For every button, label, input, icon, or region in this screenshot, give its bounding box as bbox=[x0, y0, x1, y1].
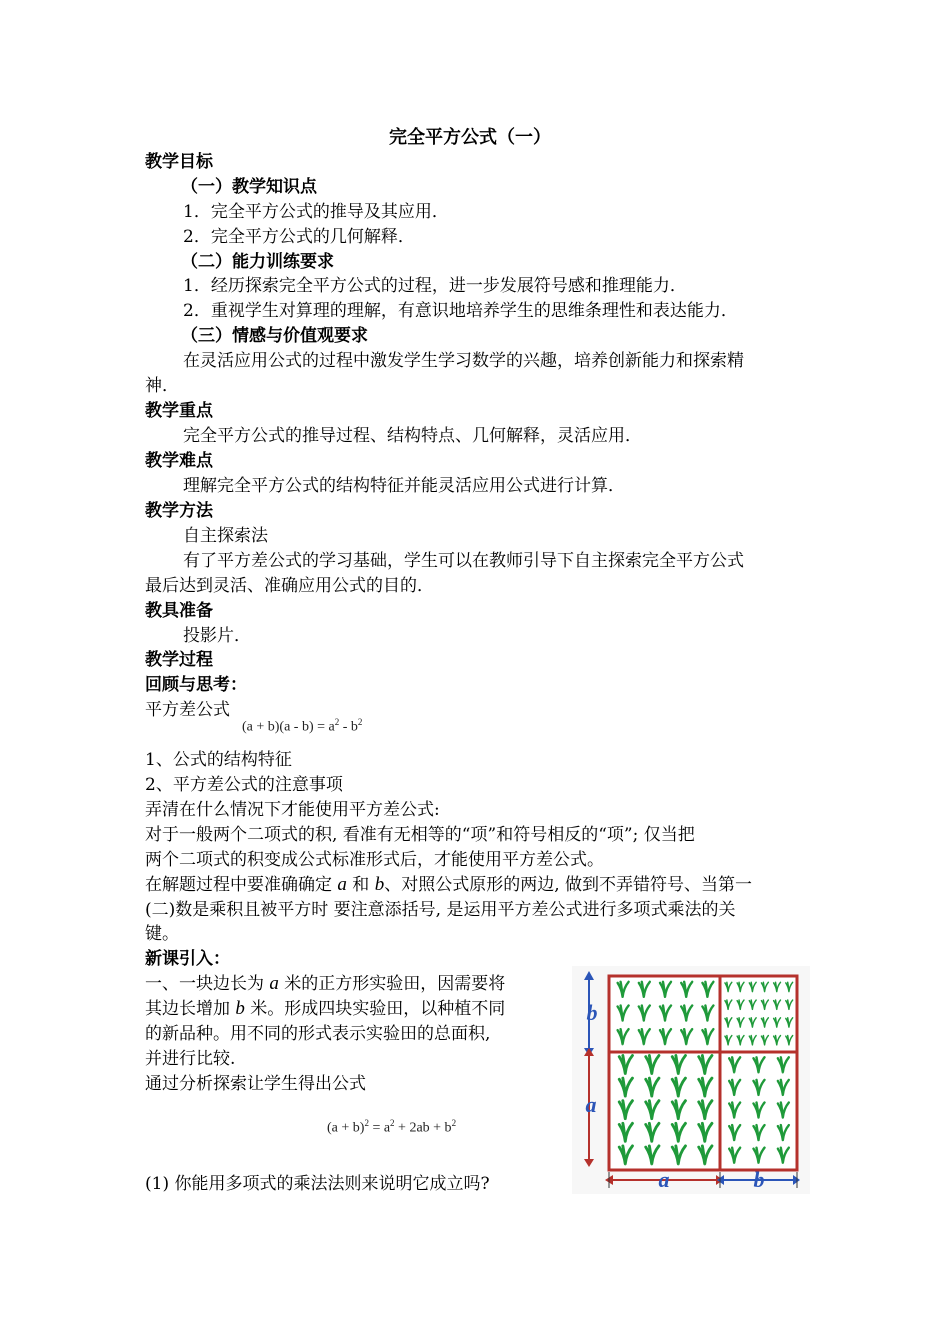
intro-line-1-part-a: 一、一块边长为 bbox=[145, 974, 270, 994]
intro-line-1 bbox=[145, 972, 505, 996]
keypoint-heading: 教学重点 bbox=[145, 401, 213, 421]
emotion-text-line-2: 神． bbox=[145, 376, 179, 396]
difficulty-heading: 教学难点 bbox=[145, 451, 213, 471]
review-line-4: 对于一般两个二项式的积, 看准有无相等的“项”和符号相反的“项”; 仅当把 bbox=[145, 825, 695, 845]
review-line-7: (二)数是乘积且被平方时 要注意添括号, 是运用平方差公式进行多项式乘法的关 bbox=[145, 900, 736, 920]
formula-label: 平方差公式 bbox=[145, 700, 230, 720]
review-line-6-part-b: 和 bbox=[346, 875, 375, 895]
review-line-6 bbox=[145, 873, 752, 897]
formula-eq: = a bbox=[317, 719, 335, 735]
variable-a: a bbox=[337, 874, 347, 895]
method-text-line-1: 有了平方差公式的学习基础，学生可以在教师引导下自主探索完全平方公式 bbox=[183, 551, 744, 571]
intro-line-3: 的新品种。用不同的形式表示实验田的总面积, bbox=[145, 1024, 491, 1044]
ability-item-2: 2．重视学生对算理的理解，有意识地培养学生的思维条理性和表达能力． bbox=[183, 301, 738, 321]
difference-of-squares-formula bbox=[242, 710, 362, 740]
goals-heading: 教学目标 bbox=[145, 152, 213, 172]
label-b-vertical: b bbox=[586, 1000, 598, 1025]
intro-line-4: 并进行比较. bbox=[145, 1049, 236, 1069]
exponent: 2 bbox=[364, 1118, 369, 1128]
field-outline bbox=[609, 976, 797, 1170]
method-text-line-2: 最后达到灵活、准确应用公式的目的． bbox=[145, 576, 434, 596]
intro-line-2-part-a: 其边长增加 bbox=[145, 999, 236, 1019]
review-item-2: 2、平方差公式的注意事项 bbox=[145, 775, 343, 795]
intro-line-1-part-b: 米的正方形实验田，因需要将 bbox=[278, 974, 506, 994]
review-line-8: 键。 bbox=[145, 924, 179, 944]
tools-text: 投影片． bbox=[183, 626, 251, 646]
process-heading: 教学过程 bbox=[145, 650, 213, 670]
label-b-horizontal: b bbox=[753, 1167, 765, 1192]
review-heading: 回顾与思考： bbox=[145, 675, 247, 695]
method-name: 自主探索法 bbox=[183, 526, 268, 546]
review-line-6-part-a: 在解题过程中要准确确定 bbox=[145, 875, 338, 895]
exponent: 2 bbox=[334, 717, 340, 727]
knowledge-heading: （一）教学知识点 bbox=[181, 177, 317, 197]
tools-heading: 教具准备 bbox=[145, 601, 213, 621]
formula-left: (a + b)(a - b) bbox=[242, 719, 314, 735]
difficulty-text: 理解完全平方公式的结构特征并能灵活应用公式进行计算． bbox=[183, 476, 625, 496]
intro-line-5: 通过分析探索让学生得出公式 bbox=[145, 1074, 366, 1094]
perfect-square-formula bbox=[327, 1111, 456, 1141]
formula-rhs-1: = a bbox=[368, 1120, 391, 1136]
review-line-6-part-c: 、对照公式原形的两边, 做到不弄错符号、当第一 bbox=[384, 875, 753, 895]
exponent: 2 bbox=[390, 1118, 395, 1128]
keypoint-text: 完全平方公式的推导过程、结构特点、几何解释，灵活应用． bbox=[183, 426, 642, 446]
field-area-diagram bbox=[572, 966, 810, 1194]
question-1: (1) 你能用多项式的乘法法则来说明它成立吗? bbox=[145, 1174, 490, 1194]
review-item-1: 1、公式的结构特征 bbox=[145, 750, 292, 770]
emotion-heading: （三）情感与价值观要求 bbox=[181, 326, 368, 346]
exponent: 2 bbox=[451, 1118, 457, 1128]
method-heading: 教学方法 bbox=[145, 501, 213, 521]
variable-b: b bbox=[235, 998, 245, 1019]
intro-line-2-part-b: 米。形成四块实验田，以种植不同 bbox=[244, 999, 506, 1019]
intro-line-2 bbox=[145, 997, 505, 1021]
ability-item-1: 1．经历探索完全平方公式的过程，进一步发展符号感和推理能力． bbox=[183, 276, 687, 296]
emotion-text-line-1: 在灵活应用公式的过程中激发学生学习数学的兴趣，培养创新能力和探索精 bbox=[183, 351, 744, 371]
intro-heading: 新课引入： bbox=[145, 949, 230, 969]
page-title: 完全平方公式（一） bbox=[389, 127, 551, 148]
label-a-vertical: a bbox=[585, 1092, 597, 1117]
review-line-5: 两个二项式的积变成公式标准形式后，才能使用平方差公式。 bbox=[145, 850, 604, 870]
ability-heading: （二）能力训练要求 bbox=[181, 252, 334, 272]
formula-minus: - b bbox=[339, 719, 358, 735]
exponent: 2 bbox=[357, 717, 363, 727]
knowledge-item-1: 1．完全平方公式的推导及其应用． bbox=[183, 202, 449, 222]
knowledge-item-2: 2．完全平方公式的几何解释． bbox=[183, 227, 415, 247]
variable-a: a bbox=[269, 973, 279, 994]
formula-rhs-2: + 2ab + b bbox=[394, 1120, 452, 1136]
review-line-3: 弄清在什么情况下才能使用平方差公式: bbox=[145, 800, 440, 820]
variable-b: b bbox=[374, 874, 385, 895]
label-a-horizontal: a bbox=[658, 1167, 670, 1192]
formula-lhs: (a + b) bbox=[327, 1120, 365, 1136]
